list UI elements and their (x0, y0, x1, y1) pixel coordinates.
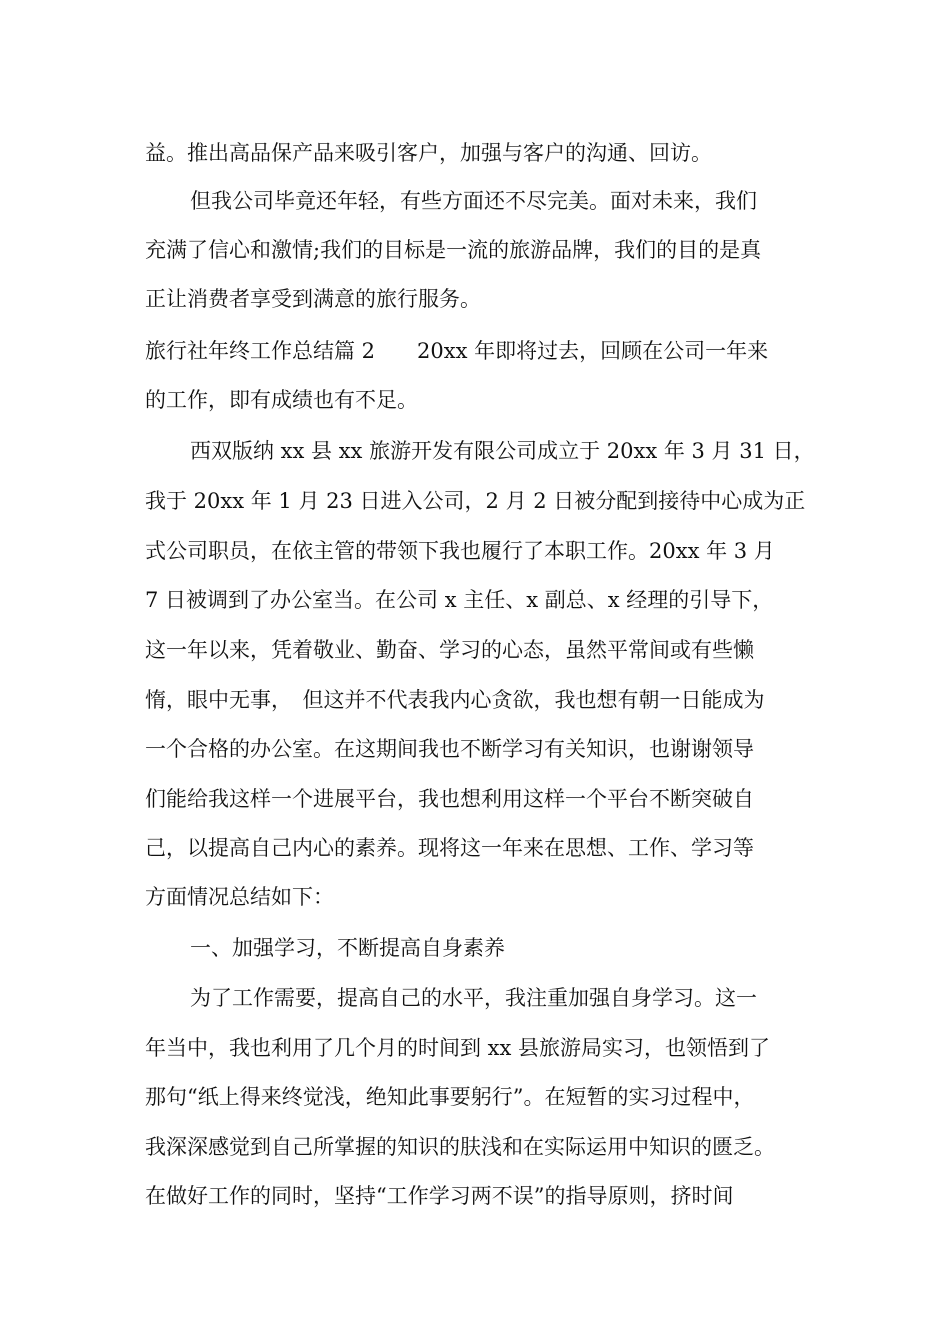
paragraph-line: 我深深感觉到自己所掌握的知识的肤浅和在实际运用中知识的匮乏。 (145, 1135, 775, 1159)
paragraph-line: 惰，眼中无事， 但这并不代表我内心贪欲，我也想有朝一日能成为 (145, 688, 765, 712)
paragraph-line: 一个合格的办公室。在这期间我也不断学习有关知识，也谢谢领导 (145, 737, 754, 761)
paragraph-line: 正让消费者享受到满意的旅行服务。 (145, 287, 481, 311)
paragraph-line: 这一年以来，凭着敬业、勤奋、学习的心态，虽然平常间或有些懒 (145, 638, 754, 662)
paragraph-line: 西双版纳 xx 县 xx 旅游开发有限公司成立于 20xx 年 3 月 31 日， (190, 439, 815, 463)
section-heading-line: 旅行社年终工作总结篇 2 20xx 年即将过去，回顾在公司一年来 (145, 339, 769, 363)
paragraph-line: 式公司职员，在依主管的带领下我也履行了本职工作。20xx 年 3 月 (145, 539, 775, 563)
paragraph-line: 7 日被调到了办公室当。在公司 x 主任、x 副总、x 经理的引导下， (145, 588, 774, 612)
paragraph-line: 方面情况总结如下： (145, 885, 334, 909)
paragraph-line: 们能给我这样一个进展平台，我也想利用这样一个平台不断突破自 (145, 787, 754, 811)
paragraph-line: 益。推出高品保产品来吸引客户，加强与客户的沟通、回访。 (145, 141, 712, 165)
paragraph-line: 我于 20xx 年 1 月 23 日进入公司，2 月 2 日被分配到接待中心成为正 (145, 489, 806, 513)
paragraph-line: 充满了信心和激情;我们的目标是一流的旅游品牌，我们的目的是真 (145, 238, 762, 262)
paragraph-line: 为了工作需要，提高自己的水平，我注重加强自身学习。这一 (190, 986, 757, 1010)
paragraph-line: 但我公司毕竟还年轻，有些方面还不尽完美。面对未来，我们 (190, 189, 757, 213)
paragraph-line: 年当中，我也利用了几个月的时间到 xx 县旅游局实习，也领悟到了 (145, 1036, 771, 1060)
paragraph-line: 己，以提高自己内心的素养。现将这一年来在思想、工作、学习等 (145, 836, 754, 860)
subheading-line: 一、加强学习，不断提高自身素养 (190, 936, 505, 960)
paragraph-line: 的工作，即有成绩也有不足。 (145, 388, 418, 412)
paragraph-line: 在做好工作的同时，坚持“工作学习两不误”的指导原则，挤时间 (145, 1184, 734, 1208)
paragraph-line: 那句“纸上得来终觉浅，绝知此事要躬行”。在短暂的实习过程中， (145, 1085, 755, 1109)
